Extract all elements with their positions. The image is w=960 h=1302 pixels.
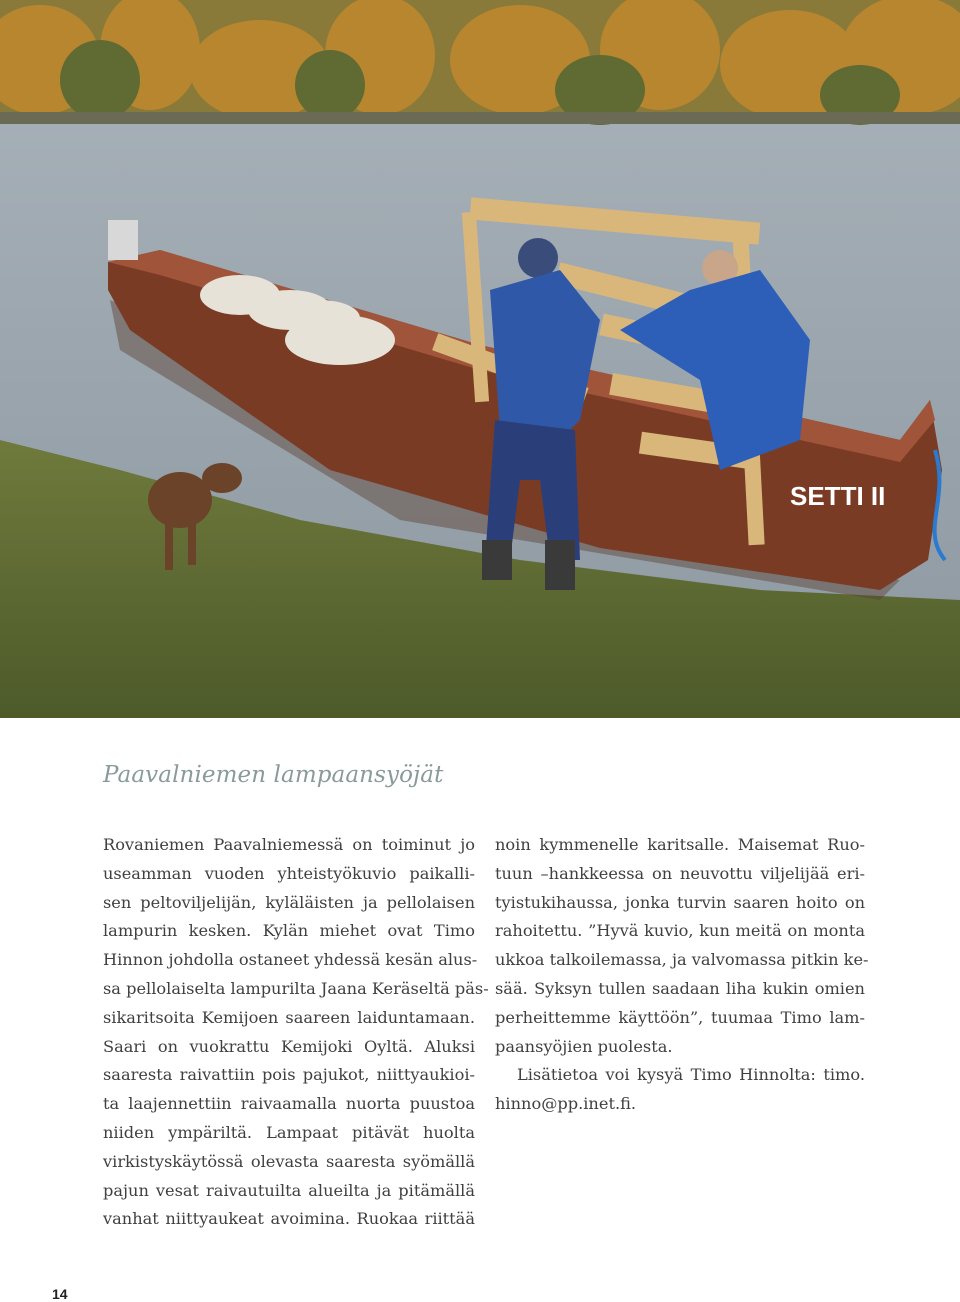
article-body-right-column <box>495 831 869 1119</box>
body-line: ukkoa talkoilemassa, ja valvomassa pitkin ke- <box>495 950 869 970</box>
body-line: noin kymmenelle karitsalle. Maisemat Ruo- <box>495 835 865 854</box>
body-line: tuun –hankkeessa on neuvottu viljelijää eri- <box>495 863 865 883</box>
body-line: vanhat niittyaukeat avoimina. Ruokaa riittää <box>103 1209 475 1229</box>
article-body-left-column <box>103 831 489 1234</box>
body-line: virkistyskäytössä olevasta saaresta syömällä <box>103 1151 475 1171</box>
body-line: sikaritsoita Kemijoen saareen laiduntamaan. <box>103 1007 475 1027</box>
body-line: Rovaniemen Paavalniemessä on toiminut jo <box>103 835 475 854</box>
article-title: Paavalniemen lampaansyöjät <box>103 762 444 788</box>
boat-marking: SETTI II <box>790 481 886 511</box>
body-line: ta laajennettiin raivaamalla nuorta puustoa <box>103 1094 475 1114</box>
body-line: pajun vesat raivautuilta alueilta ja pitämällä <box>103 1180 475 1200</box>
body-line: perheittemme käyttöön”, tuumaa Timo lam- <box>495 1007 865 1027</box>
body-line: sää. Syksyn tullen saadaan liha kukin omien <box>495 978 865 998</box>
body-line: Lisätietoa voi kysyä Timo Hinnolta: timo. <box>517 1065 865 1085</box>
body-line: niiden ympäriltä. Lampaat pitävät huolta <box>103 1122 475 1142</box>
body-line: rahoitettu. ”Hyvä kuvio, kun meitä on monta <box>495 921 865 941</box>
body-line: Saari on vuokrattu Kemijoki Oyltä. Aluksi <box>103 1036 475 1056</box>
body-line: hinno@pp.inet.fi. <box>495 1094 637 1114</box>
body-line: Hinnon johdolla ostaneet yhdessä kesän alus- <box>103 950 478 970</box>
body-line: lampurin kesken. Kylän miehet ovat Timo <box>103 921 475 941</box>
body-line: paansyöjien puolesta. <box>495 1036 673 1056</box>
body-line: sa pellolaiselta lampurilta Jaana Keräseltä päs- <box>103 978 489 998</box>
body-line: tyistukihaussa, jonka turvin saaren hoito on <box>495 892 865 912</box>
body-line: saaresta raivattiin pois pajukot, niittyaukioi- <box>103 1065 475 1085</box>
page-number: 14 <box>52 1286 68 1302</box>
body-line: sen peltoviljelijän, kyläläisten ja pellolaisen <box>103 892 475 912</box>
body-line: useamman vuoden yhteistyökuvio paikalli- <box>103 863 475 883</box>
